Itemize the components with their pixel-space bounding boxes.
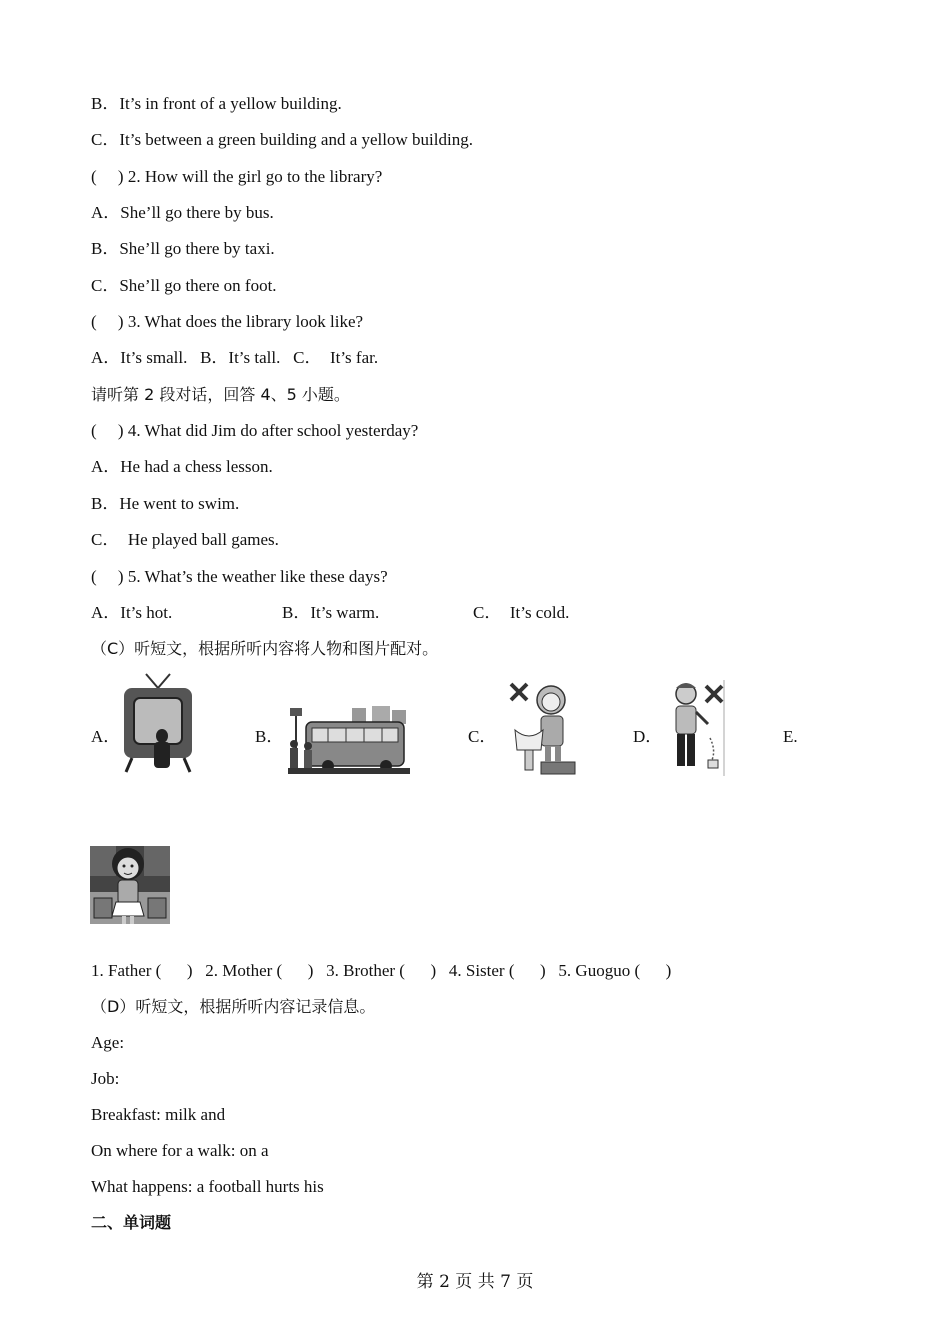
q2-option-a: A．She’ll go there by bus. bbox=[91, 203, 274, 222]
q4-option-b: B．He went to swim. bbox=[91, 494, 240, 513]
field-job: Job: bbox=[91, 1069, 120, 1088]
matching-line: 1. Father ( ) 2. Mother ( ) 3. Brother ( ) 4. Sister ( ) 5. Guoguo ( ) bbox=[91, 961, 672, 980]
field-what-happens: What happens: a football hurts his bbox=[91, 1177, 324, 1196]
q3-stem: ( ) 3. What does the library look like? bbox=[91, 312, 364, 331]
girl-classroom-picture bbox=[90, 846, 170, 924]
q5-option-b: B．It’s warm. bbox=[282, 603, 380, 622]
q2-option-b: B．She’ll go there by taxi. bbox=[91, 239, 275, 258]
picture-label-a: A． bbox=[91, 727, 121, 746]
bus-picture bbox=[288, 704, 410, 774]
section-c-title: （C）听短文，根据所听内容将人物和图片配对。 bbox=[91, 639, 439, 658]
q5-option-c: C． It’s cold. bbox=[473, 603, 570, 622]
q5-stem: ( ) 5. What’s the weather like these days? bbox=[91, 567, 388, 586]
dialog2-intro: 请听第 2 段对话，回答 4、5 小题。 bbox=[91, 385, 350, 404]
q2-option-c: C．She’ll go there on foot. bbox=[91, 276, 277, 295]
q5-option-a: A．It’s hot. bbox=[91, 603, 173, 622]
picture-label-c: C． bbox=[468, 727, 497, 746]
girl-brushing-picture bbox=[507, 680, 577, 776]
field-age: Age: bbox=[91, 1033, 125, 1052]
picture-label-e: E. bbox=[783, 727, 798, 746]
page-footer: 第 2 页 共 7 页 bbox=[416, 1272, 534, 1292]
q1-option-c: C．It’s between a green building and a yellow building. bbox=[91, 130, 473, 149]
q2-stem: ( ) 2. How will the girl go to the library? bbox=[91, 167, 383, 186]
q4-option-c: C． He played ball games. bbox=[91, 530, 279, 549]
section-d-title: （D）听短文，根据所听内容记录信息。 bbox=[91, 997, 376, 1016]
field-breakfast: Breakfast: milk and bbox=[91, 1105, 226, 1124]
q1-option-b: B．It’s in front of a yellow building. bbox=[91, 94, 342, 113]
q3-options: A．It’s small. B．It’s tall. C． It’s far. bbox=[91, 348, 379, 367]
boy-littering-picture bbox=[664, 680, 728, 776]
part-2-title: 二、单词题 bbox=[91, 1213, 172, 1232]
picture-label-d: D． bbox=[633, 727, 663, 746]
field-walk-place: On where for a walk: on a bbox=[91, 1141, 269, 1160]
q4-option-a: A．He had a chess lesson. bbox=[91, 457, 273, 476]
picture-label-b: B． bbox=[255, 727, 284, 746]
q4-stem: ( ) 4. What did Jim do after school yesterday? bbox=[91, 421, 419, 440]
tv-picture bbox=[118, 672, 198, 776]
